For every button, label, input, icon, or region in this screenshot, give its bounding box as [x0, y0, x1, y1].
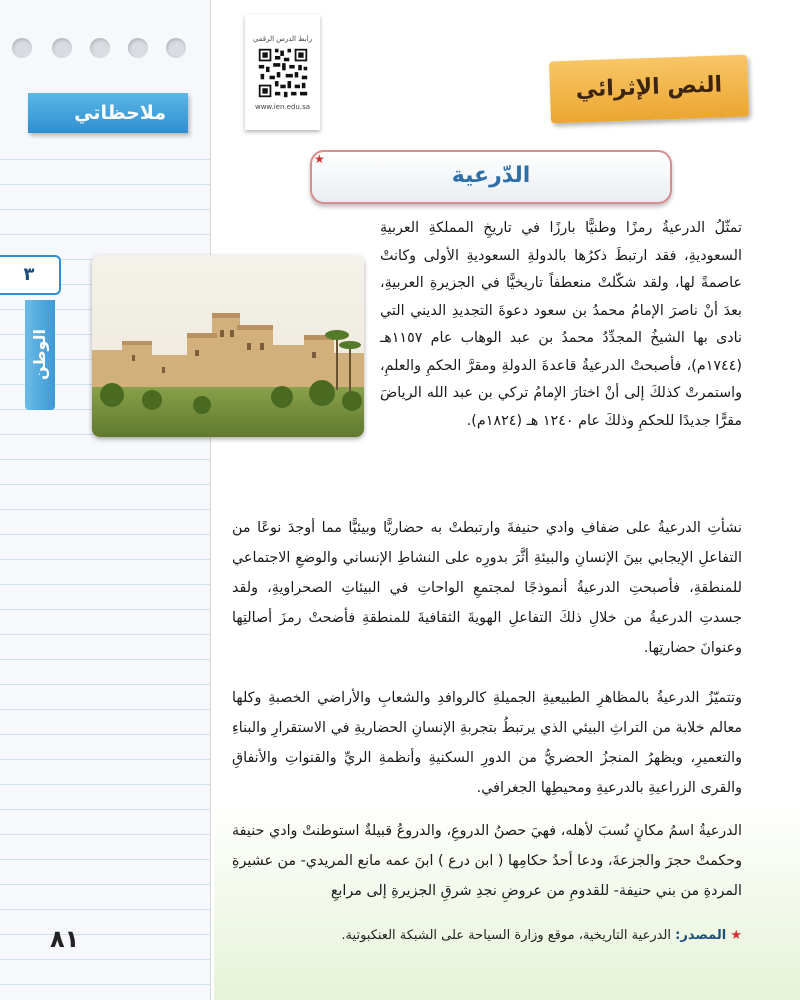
photo-wrap-spacer — [230, 215, 380, 437]
qr-card[interactable] — [245, 15, 320, 130]
paragraph-3: وتتميّزُ الدرعيةُ بالمظاهرِ الطبيعيةِ الجميلةِ كالروافدِ والشعابِ والأراضي الخصبةِ وكلها معالم خلابة من التراثِ البيئي الذي يرتبطُ بتجربةِ الإنسانِ الحضاريةِ في الاستقرارِ والبناءِ والتعميرِ، ويظهرُ المنجزُ الحضريُّ من الدورِ السكنيةِ وأنظمةِ الريِّ والقنواتِ والأنفاقِ والقرى الزراعيةِ بالدرعيةِ ومحيطِها الجغرافي. — [232, 690, 742, 796]
unit-tab — [25, 300, 55, 410]
source-note — [300, 928, 742, 943]
notes-margin — [0, 0, 211, 1000]
binder-hole-icon — [12, 38, 32, 58]
paragraph-1 — [230, 215, 742, 437]
binder-hole-icon — [166, 38, 186, 58]
binder-hole-icon — [90, 38, 110, 58]
star-icon: ★ — [314, 152, 325, 166]
paragraph-4: الدرعيةُ اسمُ مكانٍ نُسبَ لأهله، فهيَ حصنُ الدروعِ، والدروعُ قبيلةٌ استوطنتْ وادي حنيفة وحكمتْ حجرَ والجزعةَ، ودعا أحدُ حكامِها ( ابن درع ) ابنَ عمه مانع المريدي- من عشيرةِ المردةِ من بني حنيفة- للقدومِ من عروضِ نجدِ شرقِ الجزيرةِ إلى مرابعِ — [232, 823, 742, 899]
section-label: النص الإثرائي — [549, 55, 749, 124]
source-text: الدرعية التاريخية، موقع وزارة السياحة على الشبكة العنكبوتية. — [341, 928, 671, 943]
qr-code-icon[interactable] — [257, 47, 309, 99]
binder-hole-icon — [128, 38, 148, 58]
paragraph-1-text: تمثّلُ الدرعيةُ رمزًا وطنيًّا بارزًا في تاريخِ المملكةِ العربيةِ السعوديةِ، فقد ارتبطَ ذكرُها بالدولةِ السعوديةِ الأولى وكانتْ عاصمةً لها، ولقد شكّلتْ منعطفاً تاريخيًّا في الجزيرةِ العربيةِ، بعدَ أنْ ناصرَ الإمامُ محمدُ بن سعود دعوةَ التجديدِ الديني التي نادى بها الشيخُ المجدِّدُ محمدُ بن عبد الوهاب عام ١١٥٧هـ (١٧٤٤م)، فأصبحتْ الدرعيةُ قاعدةَ الدولةِ ومقرَّ الحكمِ والعلمِ، واستمرتْ كذلكَ إلى أنْ اختارَ الإمامُ تركي بن عبد الله الرياضَ مقرًّا جديدًا للحكمِ وذلكَ عام ١٢٤٠ هـ (١٨٢٤م). — [380, 220, 742, 429]
unit-name: الوطن — [30, 329, 49, 381]
page-number: ٨١ — [50, 925, 80, 953]
binder-hole-icon — [52, 38, 72, 58]
source-label: المصدر: — [675, 928, 727, 943]
qr-url: www.ien.edu.sa — [254, 103, 311, 111]
paragraph-2: نشأتِ الدرعيةُ على ضفافِ وادي حنيفةَ وارتبطتْ به حضاريًّا وبيئيًّا مما أوجدَ نوعًا من التفاعلِ الإيجابي بينَ الإنسانِ والبيئةِ أثَّرَ بدورِه على النشاطِ الإنساني والوضعِ الاجتماعي للمنطقةِ، فأصبحتِ الدرعيةُ أنموذجًا لمجتمعِ الواحاتِ في البيئاتِ الصحراويةِ، ولقد جسدتِ الدرعيةُ من خلالِ ذلكَ التفاعلِ الهويةَ الثقافيةَ للمنطقةِ فأضحتْ رمزَ أصالتِها وعنوانَ حضارتِها. — [232, 520, 742, 656]
qr-caption: رابط الدرس الرقمي — [252, 35, 313, 43]
page-title: الدّرعية — [310, 150, 672, 204]
unit-number: ٣ — [0, 255, 61, 295]
star-icon: ★ — [730, 928, 742, 943]
notes-label: ملاحظاتي — [28, 93, 188, 133]
